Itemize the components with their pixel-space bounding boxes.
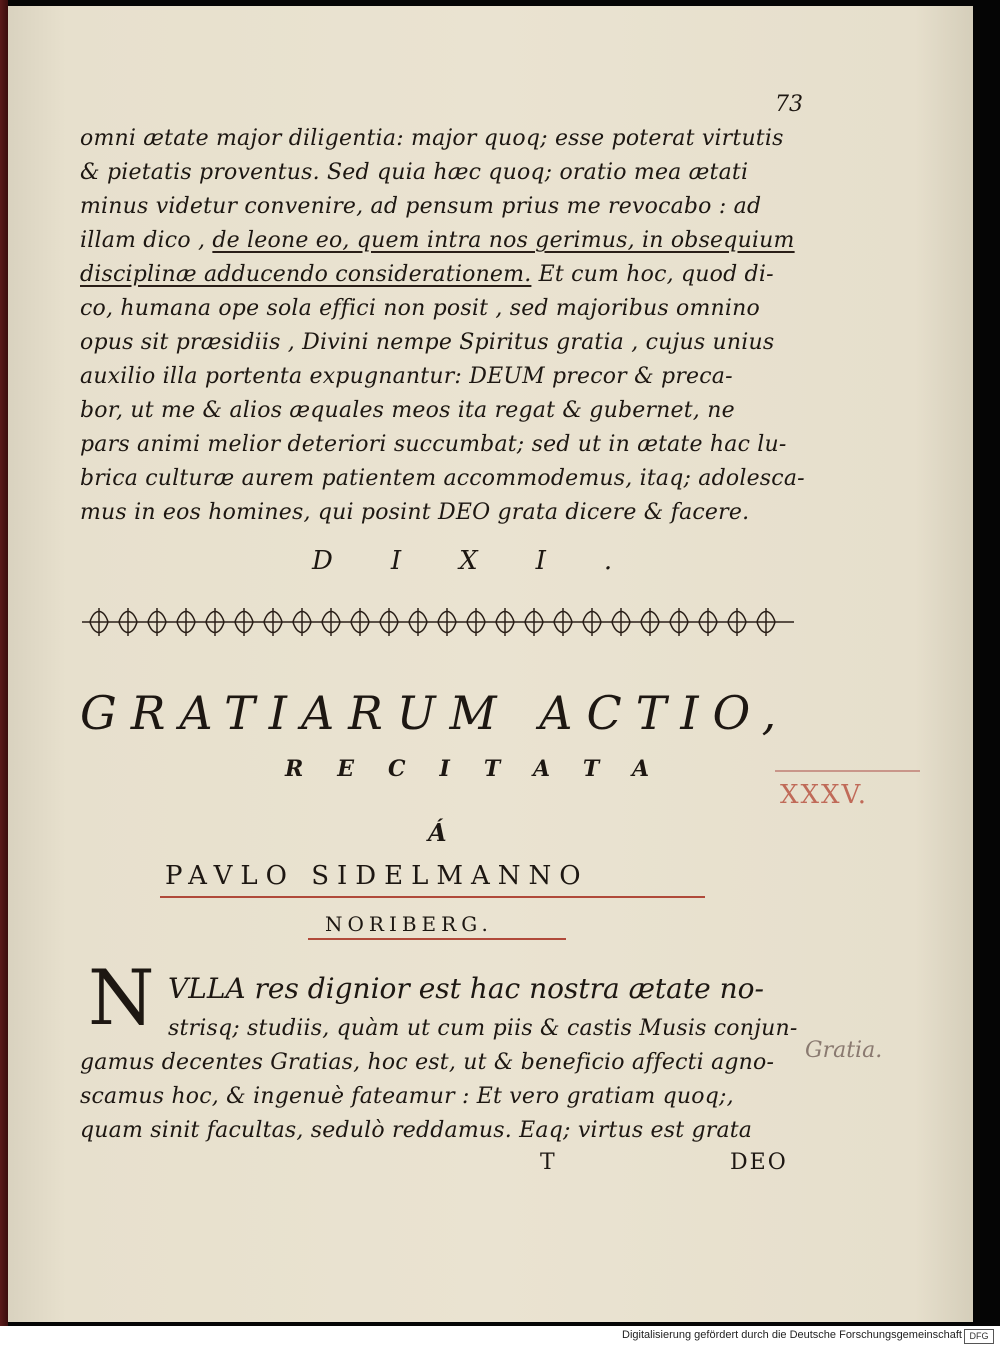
body-line-1: omni ætate major diligentia: major quoq; esse poterat virtutis: [80, 126, 784, 151]
para-line-2: strisq; studiis, quàm ut cum piis & castis Musis conjun-: [168, 1016, 798, 1041]
body-line-9: bor, ut me & alios æquales meos ita regat & gubernet, ne: [80, 398, 735, 423]
body-line-4: [80, 228, 795, 253]
para-line-4: scamus hoc, & ingenuè fateamur : Et vero gratiam quoq;,: [80, 1084, 734, 1109]
body-line-6: co, humana ope sola effici non posit , sed majoribus omnino: [80, 296, 760, 321]
body-line-11: brica culturæ aurem patientem accommodemus, itaq; adolesca-: [80, 466, 805, 491]
ornament-band-icon: [82, 602, 794, 642]
signature-mark: T: [540, 1150, 555, 1175]
page-number: 73: [775, 92, 803, 117]
body-line-7: opus sit præsidiis , Divini nempe Spiritus gratia , cujus unius: [80, 330, 775, 355]
binding-edge: [0, 0, 8, 1326]
underlined-phrase-1: de leone eo, quem intra nos gerimus, in obsequium: [212, 228, 795, 253]
body-line-2: & pietatis proventus. Sed quia hæc quoq; oratio mea ætati: [80, 160, 749, 185]
body-line-8: auxilio illa portenta expugnantur: DEUM precor & preca-: [80, 364, 733, 389]
dfg-logo: DFG: [964, 1329, 994, 1344]
recitata-heading: RECITATA: [285, 756, 684, 782]
para-line-1: VLLA res dignior est hac nostra ætate no-: [168, 972, 764, 1005]
para-line-5: quam sinit facultas, sedulò reddamus. Eaq; virtus est grata: [80, 1118, 753, 1143]
para-line-3: gamus decentes Gratias, hoc est, ut & beneficio affecti agno-: [80, 1050, 775, 1075]
drop-cap: N: [88, 953, 155, 1042]
margin-note: Gratia.: [805, 1038, 883, 1063]
line-5-end: Et cum hoc, quod di-: [531, 262, 774, 287]
footer-bar: [0, 1326, 1000, 1346]
body-line-3: minus videtur convenire, ad pensum prius me revocabo : ad: [80, 194, 762, 219]
body-line-10: pars animi melior deteriori succumbat; sed ut in ætate hac lu-: [80, 432, 787, 457]
by-letter: Á: [428, 818, 447, 847]
author-place: NORIBERG.: [325, 912, 493, 936]
underlined-phrase-2: disciplinæ adducendo considerationem.: [80, 262, 532, 287]
body-line-12: mus in eos homines, qui posint DEO grata dicere & facere.: [80, 500, 750, 525]
footer-credit: Digitalisierung gefördert durch die Deutsche Forschungsgemeinschaft: [622, 1329, 962, 1341]
line-4-start: illam dico ,: [80, 228, 213, 253]
catchword: DEO: [730, 1150, 788, 1175]
dixi-closing: DIXI.: [312, 546, 671, 576]
author-name: PAVLO SIDELMANNO: [165, 861, 589, 891]
author-underline: [160, 896, 705, 898]
margin-mark-line: [775, 770, 920, 772]
section-title: GRATIARUM ACTIO,: [80, 686, 791, 740]
body-line-5: [80, 262, 774, 287]
place-underline: [308, 938, 566, 940]
margin-number: XXXV.: [780, 780, 869, 810]
